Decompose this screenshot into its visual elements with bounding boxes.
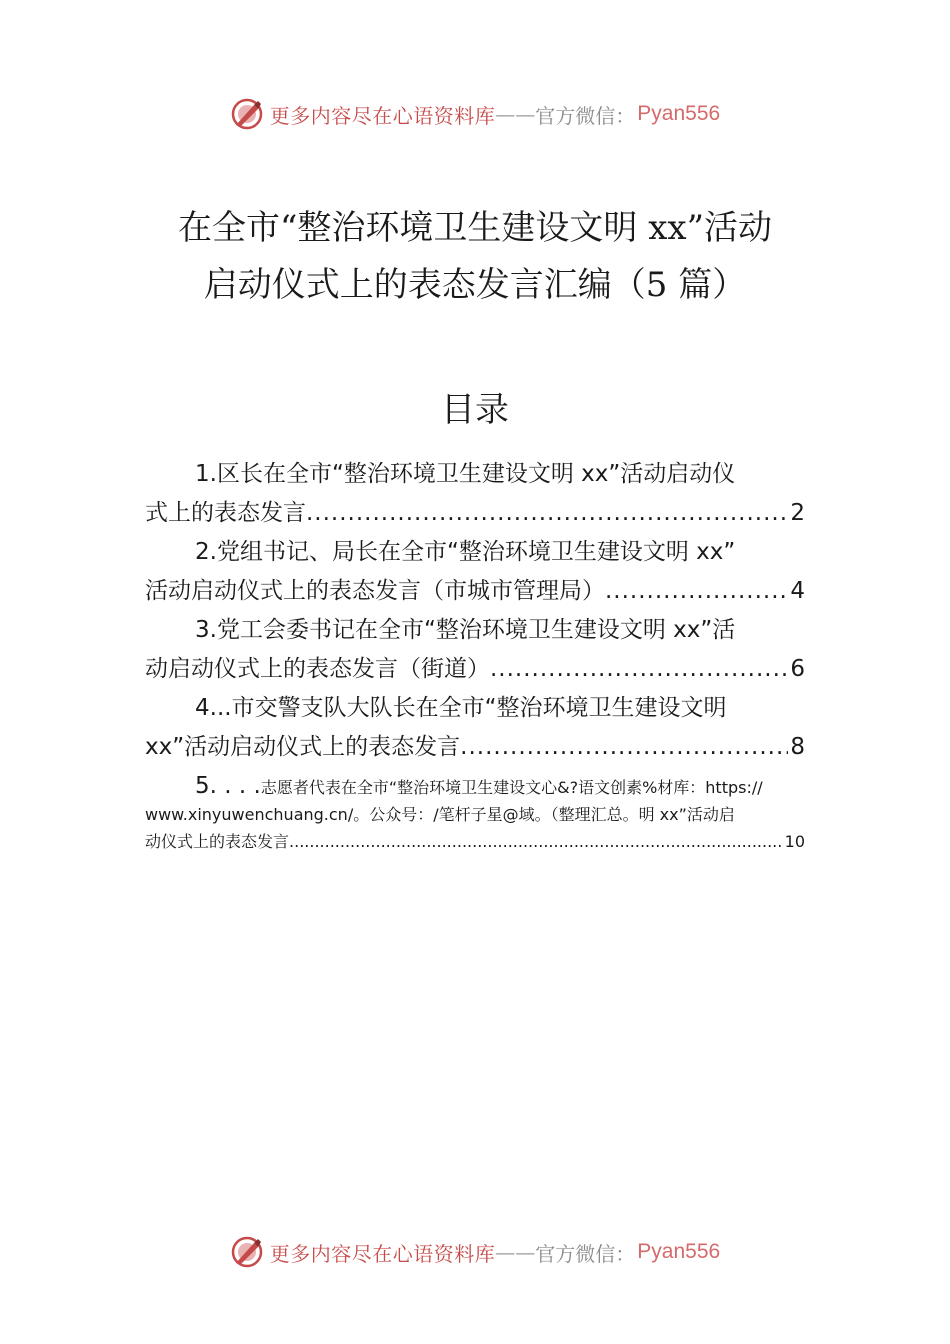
toc-entry-text-cont: 式上的表态发言 [145, 500, 306, 526]
toc-entry-number: 5. . . . [195, 773, 261, 799]
toc-leader-dots [460, 728, 788, 767]
watermark-text: 更多内容尽在心语资料库 [269, 1241, 496, 1266]
document-title [120, 200, 830, 314]
toc-entry-5[interactable] [145, 773, 805, 855]
toc-entry-4[interactable] [145, 689, 805, 767]
toc-entry-text-cont: www.xinyuwenchuang.cn/。公众号：/笔杆子星@域。（整理汇总。明 xx”活动启 [145, 805, 735, 824]
toc-page-number: 2 [790, 500, 805, 526]
toc-leader-dots [490, 650, 788, 689]
watermark-wechat-id: Pyan556 [637, 1240, 721, 1263]
footer-watermark [0, 1232, 950, 1272]
toc-entry-text: 2.党组书记、局长在全市“整治环境卫生建设文明 xx” [195, 539, 736, 565]
toc-leader-dots [605, 572, 788, 611]
header-watermark [0, 94, 950, 134]
toc-page-number: 6 [790, 656, 805, 682]
toc-heading: 目录 [441, 390, 509, 430]
toc-entry-1[interactable] [145, 455, 805, 533]
watermark-separator: —— [495, 1240, 536, 1264]
pen-seal-icon [230, 1235, 264, 1269]
toc-page-number: 10 [784, 832, 805, 851]
toc-entry-text-cont: 动启动仪式上的表态发言（街道） [145, 656, 490, 682]
watermark-separator: —— [495, 102, 536, 126]
toc-entry-text-cont: 动仪式上的表态发言 [145, 832, 290, 851]
toc-entry-text-cont: xx”活动启动仪式上的表态发言 [145, 734, 461, 760]
toc-leader-dots [289, 828, 783, 855]
toc-entry-2[interactable] [145, 533, 805, 611]
watermark-label: 官方微信： [535, 103, 636, 128]
toc-entry-text: 志愿者代表在全市“整治环境卫生建设文心&?语文创素%材库：https:// [260, 778, 763, 797]
toc-entry-text-cont: 活动启动仪式上的表态发言（市城市管理局） [145, 578, 605, 604]
toc-leader-dots [306, 494, 788, 533]
watermark-label: 官方微信： [535, 1241, 636, 1266]
title-line-2: 启动仪式上的表态发言汇编（5 篇） [203, 265, 747, 305]
toc-entry-text: 1.区长在全市“整治环境卫生建设文明 xx”活动启动仪 [195, 461, 736, 487]
toc-page-number: 8 [790, 734, 805, 760]
toc-page-number: 4 [790, 578, 805, 604]
table-of-contents [145, 455, 805, 855]
pen-seal-icon [230, 97, 264, 131]
title-line-1: 在全市“整治环境卫生建设文明 xx”活动 [178, 208, 772, 248]
toc-entry-3[interactable] [145, 611, 805, 689]
toc-entry-text: 3.党工会委书记在全市“整治环境卫生建设文明 xx”活 [195, 617, 736, 643]
watermark-text: 更多内容尽在心语资料库 [269, 103, 496, 128]
watermark-wechat-id: Pyan556 [637, 102, 721, 125]
toc-entry-text: 4...市交警支队大队长在全市“整治环境卫生建设文明 [195, 695, 727, 721]
